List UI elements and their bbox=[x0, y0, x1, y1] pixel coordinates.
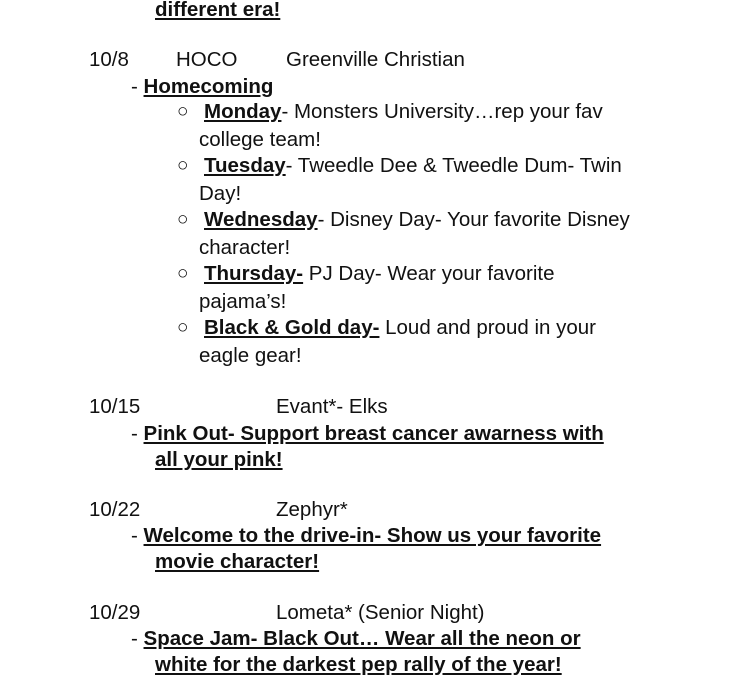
opponent-evant: Evant*- Elks bbox=[276, 395, 388, 418]
theme-space-jam-label: Space Jam- Black Out… Wear all the neon or bbox=[143, 627, 581, 650]
bullet-icon: ○ bbox=[177, 263, 189, 284]
theme-pink-out-cont: all your pink! bbox=[155, 448, 283, 471]
bullet-icon: ○ bbox=[177, 317, 189, 338]
black-gold-desc-cont: eagle gear! bbox=[199, 344, 302, 367]
thursday-desc-cont: pajama’s! bbox=[199, 290, 287, 313]
monday-desc-cont: college team! bbox=[199, 128, 321, 151]
theme-drive-in: - Welcome to the drive-in- Show us your favorite bbox=[131, 524, 602, 547]
date-10-15: 10/15 bbox=[89, 395, 141, 418]
bullet-icon: ○ bbox=[177, 101, 189, 122]
theme-homecoming-label: Homecoming bbox=[143, 75, 274, 98]
bullet-icon: ○ bbox=[177, 155, 189, 176]
date-10-22: 10/22 bbox=[89, 498, 141, 521]
theme-homecoming: - Homecoming bbox=[131, 75, 274, 98]
thursday-desc: PJ Day- Wear your favorite bbox=[303, 262, 555, 285]
opponent-zephyr: Zephyr* bbox=[276, 498, 348, 521]
tuesday-label: Tuesday bbox=[204, 154, 286, 177]
previous-theme-continuation: different era! bbox=[155, 0, 281, 21]
monday-item bbox=[204, 99, 603, 125]
theme-pink-out-label: Pink Out- Support breast cancer awarness with bbox=[143, 422, 604, 445]
date-10-29: 10/29 bbox=[89, 601, 141, 624]
black-gold-label: Black & Gold day- bbox=[204, 316, 380, 339]
thursday-item bbox=[204, 261, 555, 287]
tuesday-desc-cont: Day! bbox=[199, 182, 242, 205]
tuesday-desc: - Tweedle Dee & Tweedle Dum- Twin bbox=[285, 154, 622, 177]
thursday-label: Thursday- bbox=[204, 262, 304, 285]
wednesday-item bbox=[204, 207, 630, 233]
black-gold-item bbox=[204, 315, 596, 341]
bullet-icon: ○ bbox=[177, 209, 189, 230]
wednesday-desc-cont: character! bbox=[199, 236, 291, 259]
wednesday-label: Wednesday bbox=[204, 208, 318, 231]
hoco-tag: HOCO bbox=[176, 48, 238, 71]
tuesday-item bbox=[204, 153, 622, 179]
opponent-lometa: Lometa* (Senior Night) bbox=[276, 601, 485, 624]
theme-pink-out: - Pink Out- Support breast cancer awarness with bbox=[131, 422, 604, 445]
theme-drive-in-cont: movie character! bbox=[155, 550, 320, 573]
monday-label: Monday bbox=[204, 100, 282, 123]
monday-desc: - Monsters University…rep your fav bbox=[281, 100, 603, 123]
wednesday-desc: - Disney Day- Your favorite Disney bbox=[317, 208, 630, 231]
theme-space-jam: - Space Jam- Black Out… Wear all the neon or bbox=[131, 627, 581, 650]
black-gold-desc: Loud and proud in your bbox=[379, 316, 596, 339]
opponent-greenville: Greenville Christian bbox=[286, 48, 465, 71]
theme-drive-in-label: Welcome to the drive-in- Show us your favorite bbox=[143, 524, 602, 547]
theme-space-jam-cont: white for the darkest pep rally of the year! bbox=[155, 653, 562, 676]
date-10-8: 10/8 bbox=[89, 48, 129, 71]
